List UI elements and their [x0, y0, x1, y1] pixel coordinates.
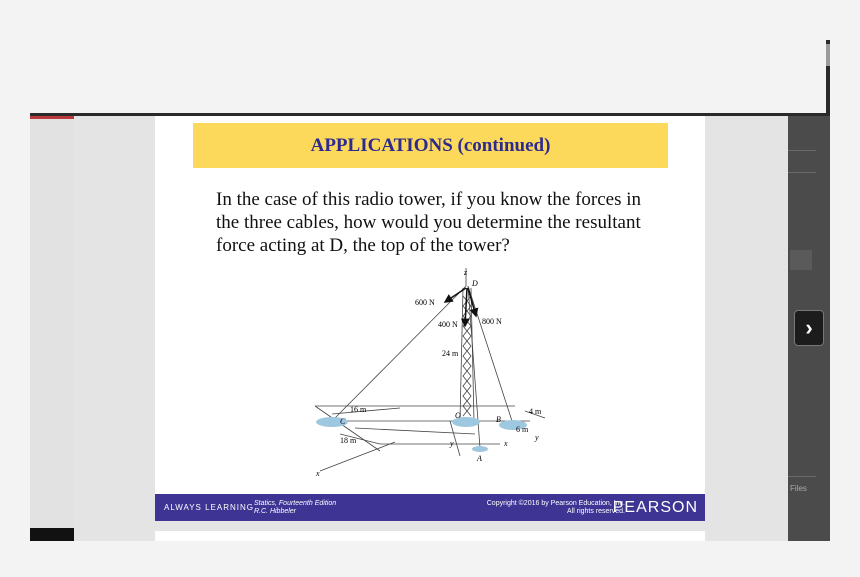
footer-edition-author: R.C. Hibbeler	[254, 508, 297, 515]
figure-label-c: C	[340, 417, 346, 426]
footer-publisher-logo: PEARSON	[612, 499, 698, 516]
figure-label-b: B	[496, 415, 501, 424]
figure-dim-6: 6 m	[516, 425, 529, 434]
red-accent	[30, 116, 74, 119]
side-panel-files-label[interactable]: Files	[790, 484, 807, 493]
slide-footer	[155, 494, 705, 521]
figure-label-y1: y	[450, 439, 454, 448]
figure-height-24: 24 m	[442, 349, 459, 358]
top-right-scroll	[826, 44, 830, 66]
figure-label-d: D	[472, 279, 478, 288]
footer-edition	[254, 500, 336, 516]
footer-always-learning: ALWAYS LEARNING	[164, 503, 254, 512]
next-slide-button[interactable]	[794, 310, 824, 346]
figure-label-o: O	[455, 411, 461, 420]
radio-tower-figure	[300, 266, 560, 481]
figure-force-800: 800 N	[482, 317, 502, 326]
chevron-right-icon: ›	[805, 315, 813, 340]
footer-edition-title: Statics, Fourteenth Edition	[254, 500, 337, 507]
figure-dim-16: 16 m	[350, 405, 367, 414]
figure-label-x2: x	[316, 469, 320, 478]
slide	[155, 116, 705, 521]
left-strip	[30, 116, 74, 541]
footer-copyright-line1: Copyright ©2016 by Pearson Education, Inc.	[486, 500, 625, 507]
figure-label-z: z	[464, 268, 468, 277]
figure-label-x1: x	[504, 439, 508, 448]
footer-copyright-line2: All rights reserved.	[567, 508, 625, 515]
side-panel-divider	[788, 150, 816, 151]
next-slide-edge	[155, 531, 705, 541]
side-panel-divider	[788, 476, 816, 477]
left-strip-bottom	[30, 528, 74, 541]
side-panel-item[interactable]	[790, 250, 812, 270]
figure-dim-18: 18 m	[340, 436, 357, 445]
slide-body-text: In the case of this radio tower, if you know the forces in the three cables, how would you determine the resultant force acting at D, the top of the tower?	[216, 189, 642, 256]
figure-force-400: 400 N	[438, 320, 458, 329]
figure-dim-4: 4 m	[529, 407, 542, 416]
slide-title: APPLICATIONS (continued)	[193, 123, 668, 168]
footer-copyright	[487, 500, 625, 516]
figure-label-a: A	[477, 454, 482, 463]
side-panel-divider	[788, 172, 816, 173]
figure-force-600: 600 N	[415, 298, 435, 307]
figure-label-y2: y	[535, 433, 539, 442]
